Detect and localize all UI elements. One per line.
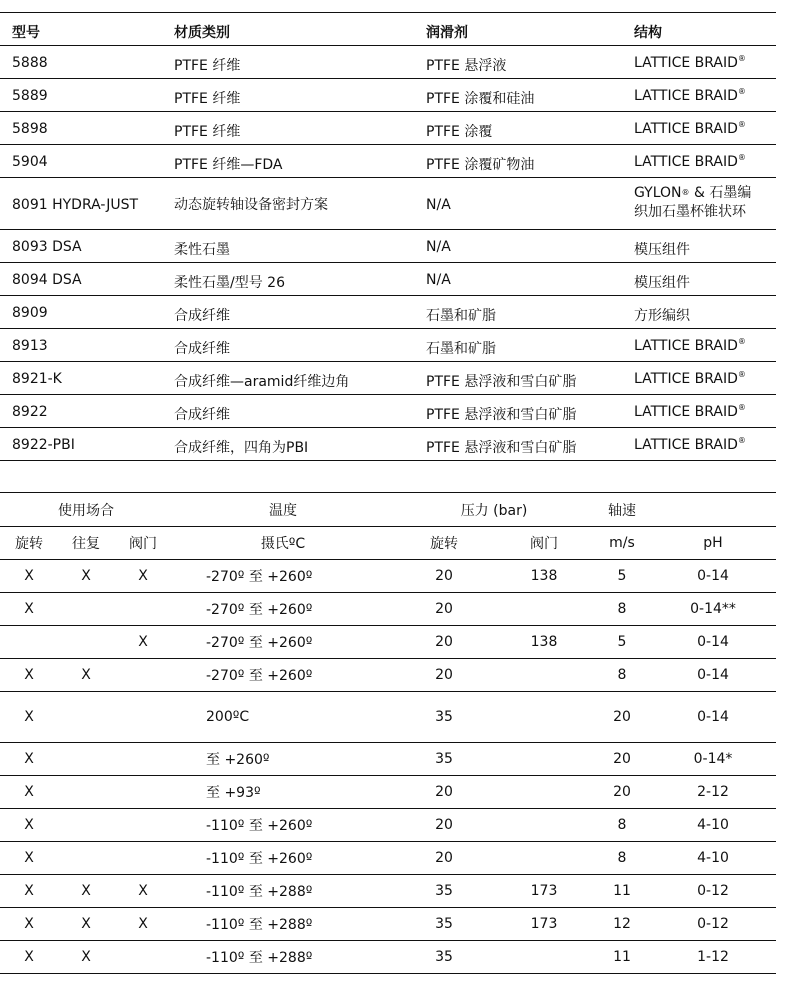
subheader-celsius: 摄氏ºC <box>172 527 394 560</box>
cell-structure <box>622 79 776 112</box>
header-temperature: 温度 <box>172 493 394 527</box>
cell-pressure-valve <box>494 659 594 692</box>
cell-rotary: X <box>0 941 58 974</box>
cell-valve <box>114 692 172 743</box>
cell-model: 5889 <box>0 79 162 112</box>
cell-material: 柔性石墨 <box>162 230 414 263</box>
cell-lubricant: PTFE 悬浮液和雪白矿脂 <box>414 362 622 395</box>
cell-valve <box>114 776 172 809</box>
cell-pressure-valve <box>494 941 594 974</box>
table-row <box>0 776 776 809</box>
cell-ph: 0-14 <box>650 560 776 593</box>
cell-pressure-valve <box>494 593 594 626</box>
cell-reciprocating <box>58 626 114 659</box>
cell-lubricant: PTFE 悬浮液 <box>414 46 622 79</box>
table-row <box>0 560 776 593</box>
table-row <box>0 145 776 178</box>
cell-temperature: -110º 至 +260º <box>172 842 394 875</box>
cell-reciprocating: X <box>58 560 114 593</box>
cell-pressure-rotary: 35 <box>394 692 494 743</box>
subheader-reciprocating: 往复 <box>58 527 114 560</box>
cell-pressure-valve: 138 <box>494 560 594 593</box>
cell-valve <box>114 809 172 842</box>
table-row <box>0 875 776 908</box>
cell-temperature: -270º 至 +260º <box>172 593 394 626</box>
cell-model: 8913 <box>0 329 162 362</box>
registered-mark: ® <box>737 153 746 162</box>
cell-material: PTFE 纤维—FDA <box>162 145 414 178</box>
cell-pressure-rotary: 20 <box>394 593 494 626</box>
table-row <box>0 263 776 296</box>
cell-valve: X <box>114 626 172 659</box>
structure-name: LATTICE BRAID <box>634 154 738 170</box>
registered-mark: ® <box>737 370 746 379</box>
cell-rotary: X <box>0 659 58 692</box>
subheader-pressure-rotary: 旋转 <box>394 527 494 560</box>
cell-temperature: -110º 至 +288º <box>172 941 394 974</box>
cell-ph: 0-14* <box>650 743 776 776</box>
cell-rotary: X <box>0 875 58 908</box>
cell-pressure-valve <box>494 743 594 776</box>
cell-pressure-rotary: 35 <box>394 941 494 974</box>
registered-mark: ® <box>737 120 746 129</box>
cell-valve: X <box>114 875 172 908</box>
table-row <box>0 46 776 79</box>
cell-structure <box>622 362 776 395</box>
header-lubricant: 润滑剂 <box>414 13 622 46</box>
cell-pressure-rotary: 20 <box>394 560 494 593</box>
subheader-pressure-valve: 阀门 <box>494 527 594 560</box>
cell-pressure-valve: 138 <box>494 626 594 659</box>
cell-pressure-rotary: 20 <box>394 776 494 809</box>
cell-ph: 0-12 <box>650 875 776 908</box>
cell-temperature: -270º 至 +260º <box>172 560 394 593</box>
cell-lubricant: PTFE 涂覆矿物油 <box>414 145 622 178</box>
table-row <box>0 230 776 263</box>
cell-ph: 0-12 <box>650 908 776 941</box>
header-material: 材质类别 <box>162 13 414 46</box>
header-usage: 使用场合 <box>0 493 172 527</box>
cell-speed: 20 <box>594 776 650 809</box>
cell-reciprocating <box>58 593 114 626</box>
structure-name: LATTICE BRAID <box>634 404 738 420</box>
table-row <box>0 743 776 776</box>
table-row <box>0 428 776 461</box>
cell-model: 8921-K <box>0 362 162 395</box>
cell-structure <box>622 428 776 461</box>
cell-ph: 2-12 <box>650 776 776 809</box>
structure-name: 方形编织 <box>634 308 690 324</box>
cell-material: PTFE 纤维 <box>162 79 414 112</box>
cell-lubricant: N/A <box>414 178 622 230</box>
cell-model: 8094 DSA <box>0 263 162 296</box>
cell-speed: 20 <box>594 743 650 776</box>
cell-model: 5898 <box>0 112 162 145</box>
table-row <box>0 593 776 626</box>
cell-ph: 0-14 <box>650 692 776 743</box>
cell-pressure-valve <box>494 692 594 743</box>
cell-lubricant: 石墨和矿脂 <box>414 296 622 329</box>
table-row <box>0 659 776 692</box>
structure-name: LATTICE BRAID <box>634 437 738 453</box>
cell-rotary: X <box>0 560 58 593</box>
cell-model: 8922-PBI <box>0 428 162 461</box>
table-row <box>0 178 776 230</box>
cell-speed: 12 <box>594 908 650 941</box>
cell-structure <box>622 178 776 230</box>
cell-lubricant: PTFE 悬浮液和雪白矿脂 <box>414 428 622 461</box>
table-row <box>0 842 776 875</box>
cell-pressure-rotary: 35 <box>394 743 494 776</box>
cell-reciprocating <box>58 692 114 743</box>
cell-ph: 4-10 <box>650 842 776 875</box>
registered-mark: ® <box>737 54 746 63</box>
cell-temperature: -110º 至 +288º <box>172 875 394 908</box>
cell-speed: 8 <box>594 593 650 626</box>
cell-valve <box>114 659 172 692</box>
cell-ph: 0-14** <box>650 593 776 626</box>
cell-material: 合成纤维 <box>162 296 414 329</box>
cell-rotary: X <box>0 692 58 743</box>
structure-name: LATTICE BRAID <box>634 338 738 354</box>
cell-pressure-valve <box>494 776 594 809</box>
cell-structure <box>622 112 776 145</box>
cell-ph: 0-14 <box>650 659 776 692</box>
cell-structure <box>622 329 776 362</box>
cell-speed: 11 <box>594 941 650 974</box>
cell-valve <box>114 743 172 776</box>
structure-name: LATTICE BRAID <box>634 55 738 71</box>
registered-mark: ® <box>737 337 746 346</box>
cell-rotary: X <box>0 809 58 842</box>
cell-ph: 4-10 <box>650 809 776 842</box>
registered-mark: ® <box>681 188 690 197</box>
table-row <box>0 809 776 842</box>
cell-pressure-valve: 173 <box>494 875 594 908</box>
structure-line2: 织加石墨杯锥状环 <box>634 204 746 220</box>
cell-reciprocating <box>58 842 114 875</box>
cell-reciprocating: X <box>58 875 114 908</box>
header-structure: 结构 <box>622 13 776 46</box>
cell-structure <box>622 46 776 79</box>
cell-speed: 20 <box>594 692 650 743</box>
cell-reciprocating: X <box>58 659 114 692</box>
cell-rotary <box>0 626 58 659</box>
cell-lubricant: PTFE 涂覆 <box>414 112 622 145</box>
structure-name: GYLON <box>634 185 682 201</box>
header-model: 型号 <box>0 13 162 46</box>
cell-reciprocating: X <box>58 941 114 974</box>
cell-pressure-valve <box>494 842 594 875</box>
cell-rotary: X <box>0 908 58 941</box>
cell-model: 5904 <box>0 145 162 178</box>
cell-speed: 8 <box>594 809 650 842</box>
table-row <box>0 626 776 659</box>
cell-model: 8922 <box>0 395 162 428</box>
cell-temperature: -110º 至 +260º <box>172 809 394 842</box>
cell-structure <box>622 263 776 296</box>
cell-reciprocating <box>58 809 114 842</box>
cell-valve <box>114 842 172 875</box>
cell-pressure-rotary: 20 <box>394 659 494 692</box>
cell-temperature: 至 +260º <box>172 743 394 776</box>
cell-lubricant: PTFE 悬浮液和雪白矿脂 <box>414 395 622 428</box>
cell-material: 合成纤维 <box>162 395 414 428</box>
materials-header-row <box>0 13 776 46</box>
cell-lubricant: N/A <box>414 263 622 296</box>
cell-model: 8093 DSA <box>0 230 162 263</box>
structure-name: LATTICE BRAID <box>634 88 738 104</box>
cell-lubricant: 石墨和矿脂 <box>414 329 622 362</box>
cell-valve: X <box>114 908 172 941</box>
cell-structure <box>622 395 776 428</box>
subheader-rotary: 旋转 <box>0 527 58 560</box>
cell-pressure-rotary: 20 <box>394 842 494 875</box>
cell-reciprocating <box>58 776 114 809</box>
table-row <box>0 79 776 112</box>
cell-rotary: X <box>0 593 58 626</box>
structure-rest: & 石墨编 <box>689 185 752 201</box>
cell-rotary: X <box>0 842 58 875</box>
cell-material: 动态旋转轴设备密封方案 <box>162 178 414 230</box>
cell-structure <box>622 296 776 329</box>
structure-name: 模压组件 <box>634 242 690 258</box>
cell-rotary: X <box>0 776 58 809</box>
cell-pressure-rotary: 20 <box>394 809 494 842</box>
cell-structure <box>622 145 776 178</box>
cell-structure <box>622 230 776 263</box>
table-row <box>0 112 776 145</box>
cell-ph: 1-12 <box>650 941 776 974</box>
cell-model: 8909 <box>0 296 162 329</box>
header-speed: 轴速 <box>594 493 650 527</box>
materials-body <box>0 46 776 461</box>
materials-table <box>0 12 776 461</box>
cell-pressure-valve <box>494 809 594 842</box>
header-pressure: 压力 (bar) <box>394 493 594 527</box>
cell-material: PTFE 纤维 <box>162 112 414 145</box>
cell-pressure-rotary: 20 <box>394 626 494 659</box>
cell-valve <box>114 593 172 626</box>
cell-ph: 0-14 <box>650 626 776 659</box>
cell-temperature: 200ºC <box>172 692 394 743</box>
cell-pressure-rotary: 35 <box>394 908 494 941</box>
registered-mark: ® <box>737 436 746 445</box>
cell-temperature: 至 +93º <box>172 776 394 809</box>
service-body <box>0 560 776 974</box>
table-row <box>0 908 776 941</box>
structure-name: LATTICE BRAID <box>634 371 738 387</box>
table-row <box>0 395 776 428</box>
cell-temperature: -270º 至 +260º <box>172 626 394 659</box>
cell-pressure-rotary: 35 <box>394 875 494 908</box>
cell-speed: 5 <box>594 560 650 593</box>
cell-model: 8091 HYDRA-JUST <box>0 178 162 230</box>
cell-temperature: -110º 至 +288º <box>172 908 394 941</box>
cell-material: PTFE 纤维 <box>162 46 414 79</box>
cell-lubricant: PTFE 涂覆和硅油 <box>414 79 622 112</box>
table-row <box>0 941 776 974</box>
table-row <box>0 296 776 329</box>
subheader-valve: 阀门 <box>114 527 172 560</box>
cell-pressure-valve: 173 <box>494 908 594 941</box>
registered-mark: ® <box>737 403 746 412</box>
registered-mark: ® <box>737 87 746 96</box>
cell-valve <box>114 941 172 974</box>
table-row <box>0 692 776 743</box>
structure-name: 模压组件 <box>634 275 690 291</box>
table-row <box>0 329 776 362</box>
service-table <box>0 492 776 974</box>
structure-name: LATTICE BRAID <box>634 121 738 137</box>
cell-speed: 8 <box>594 659 650 692</box>
cell-material: 合成纤维，四角为PBI <box>162 428 414 461</box>
cell-speed: 5 <box>594 626 650 659</box>
cell-material: 合成纤维—aramid纤维边角 <box>162 362 414 395</box>
header-empty <box>650 493 776 527</box>
cell-lubricant: N/A <box>414 230 622 263</box>
cell-material: 柔性石墨/型号 26 <box>162 263 414 296</box>
cell-reciprocating <box>58 743 114 776</box>
cell-model: 5888 <box>0 46 162 79</box>
cell-temperature: -270º 至 +260º <box>172 659 394 692</box>
cell-material: 合成纤维 <box>162 329 414 362</box>
cell-valve: X <box>114 560 172 593</box>
service-sub-header-row <box>0 527 776 560</box>
cell-speed: 8 <box>594 842 650 875</box>
table-row <box>0 362 776 395</box>
service-group-header-row <box>0 493 776 527</box>
cell-rotary: X <box>0 743 58 776</box>
cell-speed: 11 <box>594 875 650 908</box>
subheader-ph: pH <box>650 527 776 560</box>
subheader-speed-unit: m/s <box>594 527 650 560</box>
cell-reciprocating: X <box>58 908 114 941</box>
